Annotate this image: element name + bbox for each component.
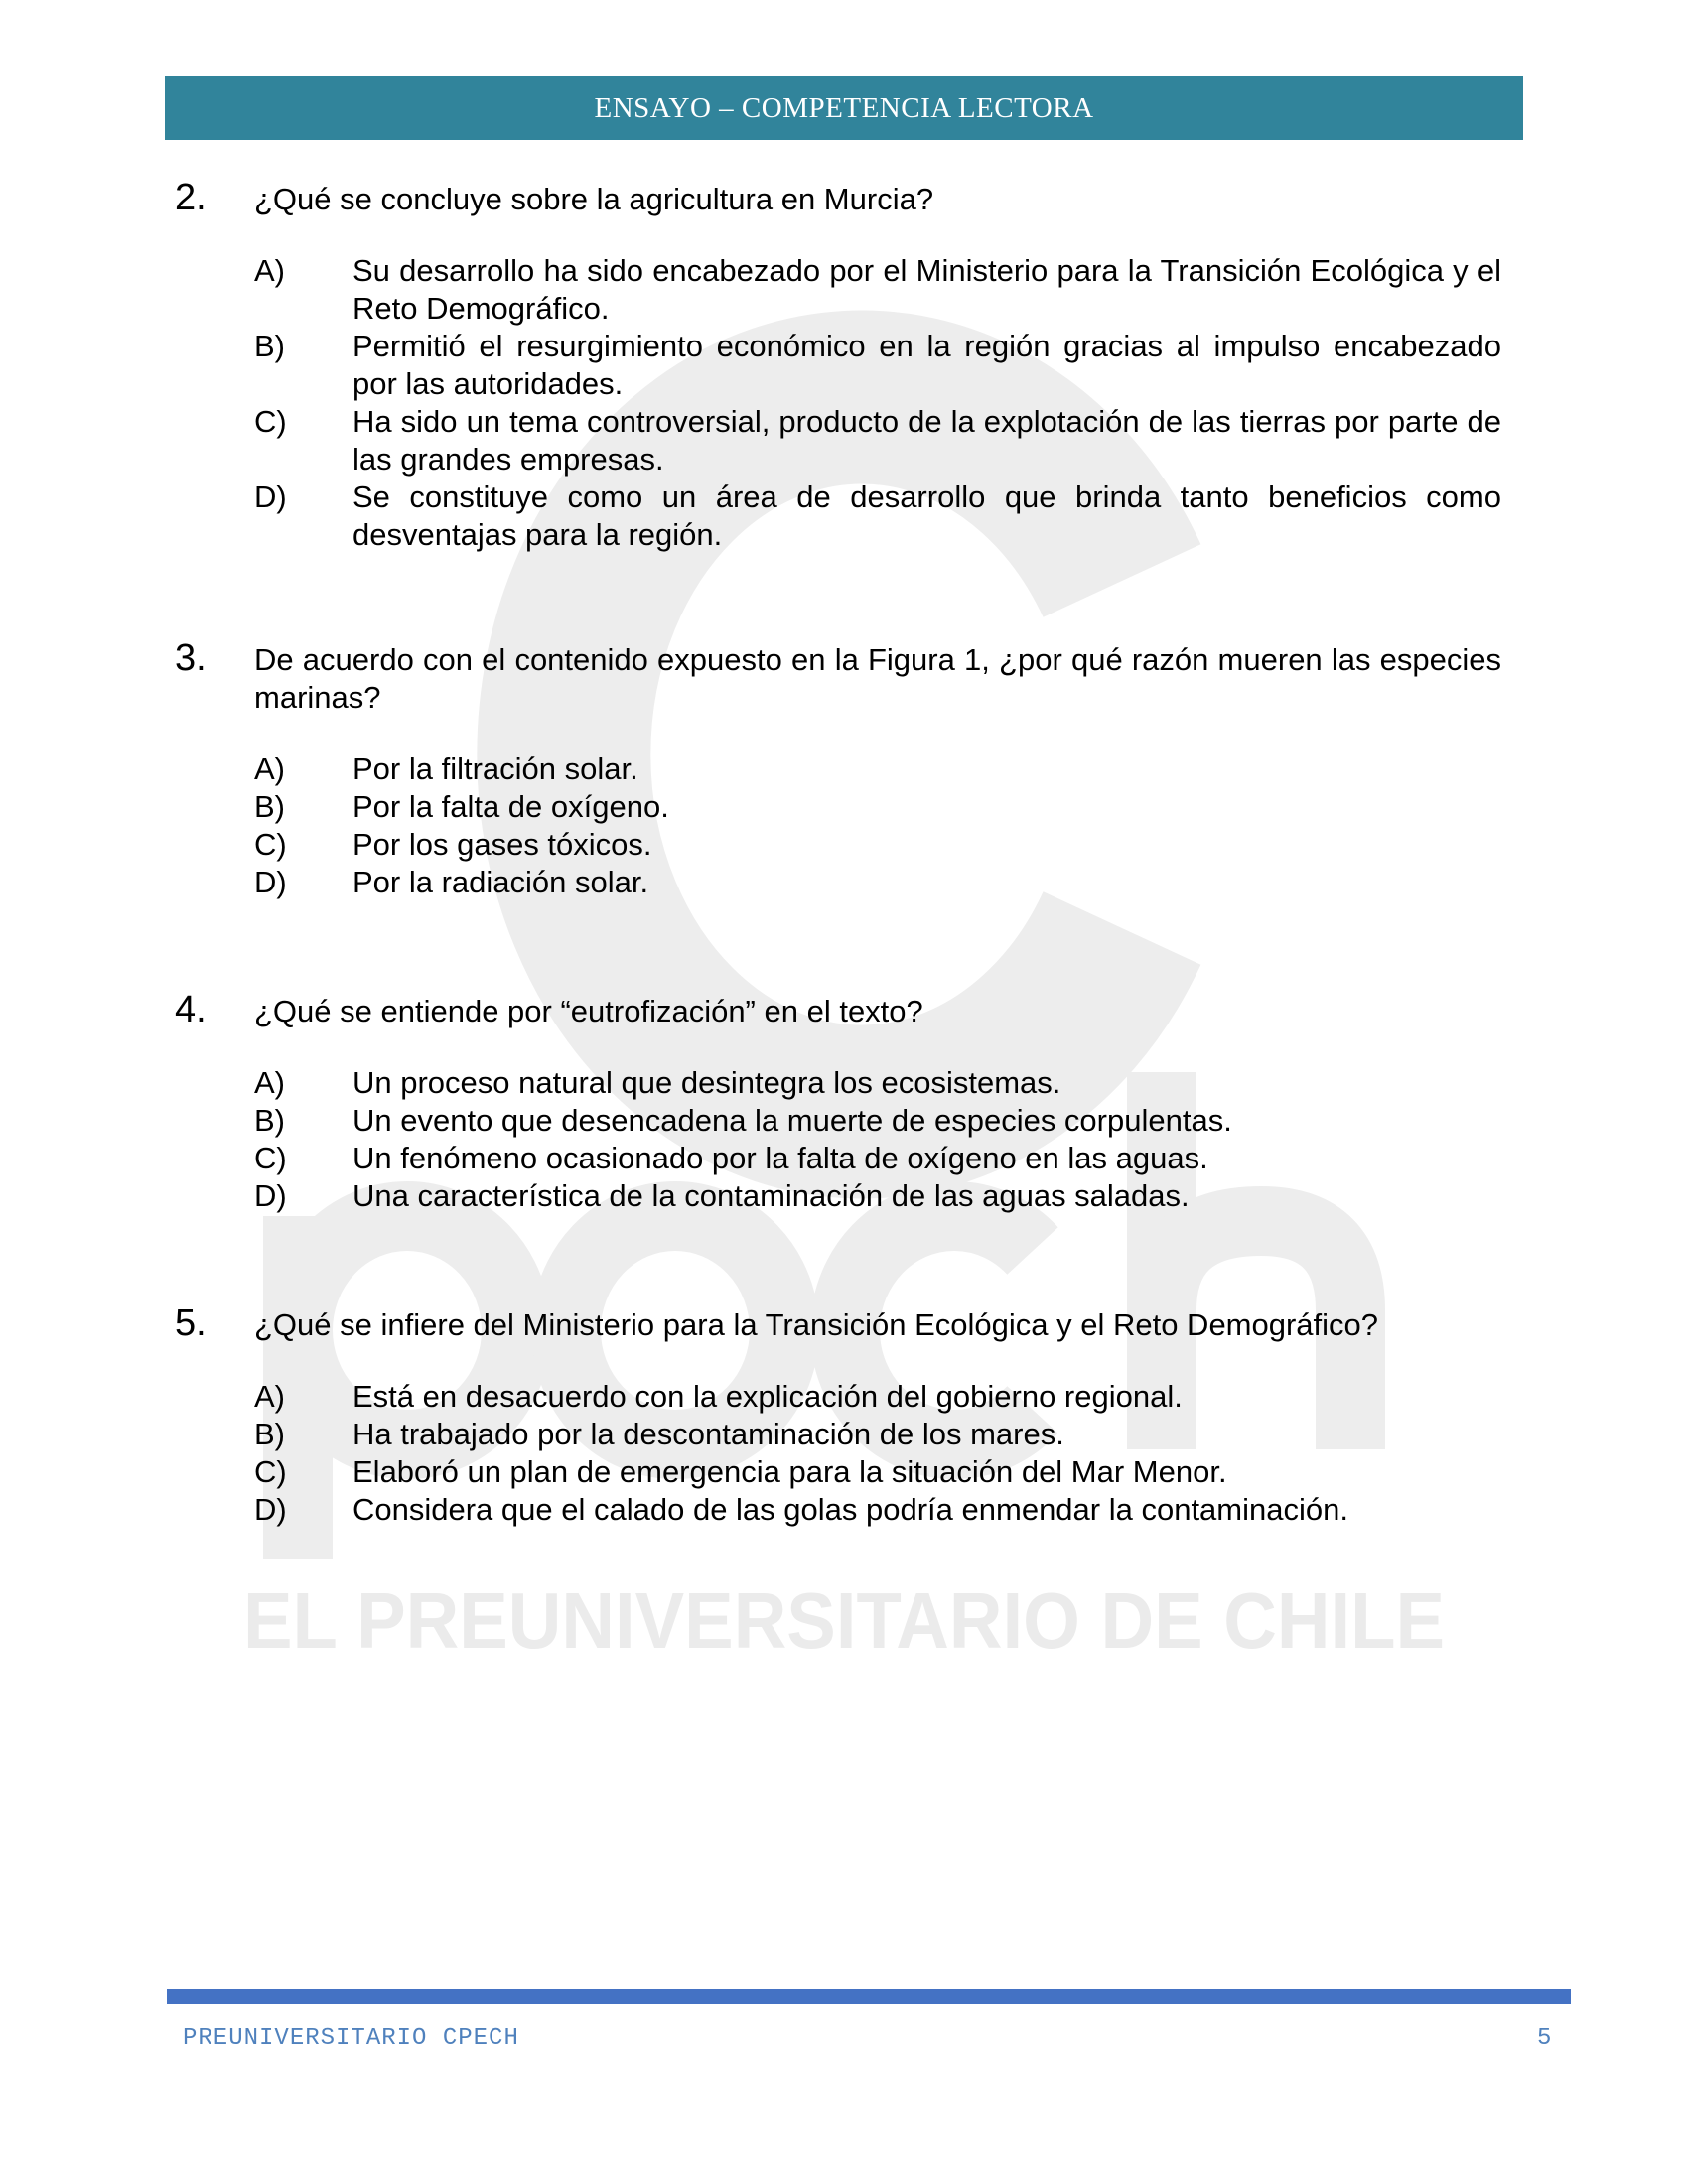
question-stem <box>175 177 1501 218</box>
options-list <box>254 751 1501 901</box>
option-c[interactable] <box>254 826 1501 864</box>
question-2 <box>175 177 1501 554</box>
option-b[interactable] <box>254 1102 1501 1140</box>
option-letter: A) <box>254 751 285 786</box>
question-text: ¿Qué se concluye sobre la agricultura en Murcia? <box>254 182 934 216</box>
option-letter: C) <box>254 1454 287 1489</box>
option-d[interactable] <box>254 1491 1501 1529</box>
option-letter: A) <box>254 1379 285 1414</box>
option-text: Una característica de la contaminación de las aguas saladas. <box>352 1178 1190 1213</box>
option-letter: C) <box>254 827 287 862</box>
option-letter: B) <box>254 329 285 363</box>
option-c[interactable] <box>254 1453 1501 1491</box>
option-d[interactable] <box>254 478 1501 554</box>
option-letter: A) <box>254 253 285 288</box>
option-text: Permitió el resurgimiento económico en la región gracias al impulso encabezado por las autoridades. <box>352 329 1501 401</box>
option-text: Por la falta de oxígeno. <box>352 789 669 824</box>
question-text: De acuerdo con el contenido expuesto en la Figura 1, ¿por qué razón mueren las especies marinas? <box>254 642 1501 715</box>
options-list <box>254 252 1501 554</box>
option-letter: D) <box>254 479 287 514</box>
option-text: Elaboró un plan de emergencia para la situación del Mar Menor. <box>352 1454 1227 1489</box>
option-text: Un fenómeno ocasionado por la falta de oxígeno en las aguas. <box>352 1141 1208 1175</box>
option-text: Su desarrollo ha sido encabezado por el Ministerio para la Transición Ecológica y el Reto Demográfico. <box>352 253 1501 326</box>
option-b[interactable] <box>254 1416 1501 1453</box>
option-text: Por la filtración solar. <box>352 751 638 786</box>
question-stem <box>175 989 1501 1030</box>
option-text: Ha trabajado por la descontaminación de los mares. <box>352 1417 1064 1451</box>
option-text: Considera que el calado de las golas podría enmendar la contaminación. <box>352 1492 1348 1527</box>
question-number: 3. <box>175 637 207 679</box>
option-letter: A) <box>254 1065 285 1100</box>
question-stem <box>175 1302 1501 1344</box>
question-3 <box>175 637 1501 901</box>
watermark-tagline: EL PREUNIVERSITARIO DE CHILE <box>243 1576 1445 1665</box>
question-5 <box>175 1302 1501 1529</box>
option-letter: B) <box>254 1417 285 1451</box>
option-letter: D) <box>254 865 287 899</box>
option-letter: D) <box>254 1178 287 1213</box>
option-text: Ha sido un tema controversial, producto de la explotación de las tierras por parte de las grandes empresas. <box>352 404 1501 477</box>
page-number: 5 <box>1537 2025 1552 2052</box>
option-a[interactable] <box>254 1064 1501 1102</box>
option-a[interactable] <box>254 252 1501 328</box>
option-letter: C) <box>254 404 287 439</box>
page-header <box>165 76 1523 140</box>
option-c[interactable] <box>254 1140 1501 1177</box>
question-4 <box>175 989 1501 1215</box>
footer-publisher: PREUNIVERSITARIO CPECH <box>183 2025 519 2052</box>
option-a[interactable] <box>254 1378 1501 1416</box>
option-c[interactable] <box>254 403 1501 478</box>
option-b[interactable] <box>254 788 1501 826</box>
option-text: Un proceso natural que desintegra los ecosistemas. <box>352 1065 1061 1100</box>
option-letter: D) <box>254 1492 287 1527</box>
option-text: Por los gases tóxicos. <box>352 827 652 862</box>
options-list <box>254 1378 1501 1529</box>
option-d[interactable] <box>254 864 1501 901</box>
option-text: Se constituye como un área de desarrollo que brinda tanto beneficios como desventajas para la región. <box>352 479 1501 552</box>
footer-divider <box>167 1989 1571 2004</box>
question-text: ¿Qué se entiende por “eutrofización” en el texto? <box>254 994 923 1028</box>
question-number: 2. <box>175 177 207 218</box>
option-text: Un evento que desencadena la muerte de especies corpulentas. <box>352 1103 1232 1138</box>
question-text: ¿Qué se infiere del Ministerio para la Transición Ecológica y el Reto Demográfico? <box>254 1307 1379 1342</box>
option-d[interactable] <box>254 1177 1501 1215</box>
option-letter: B) <box>254 1103 285 1138</box>
header-title: ENSAYO – COMPETENCIA LECTORA <box>594 91 1094 124</box>
question-number: 5. <box>175 1302 207 1344</box>
question-number: 4. <box>175 989 207 1030</box>
question-stem <box>175 637 1501 717</box>
option-text: Está en desacuerdo con la explicación del gobierno regional. <box>352 1379 1183 1414</box>
options-list <box>254 1064 1501 1215</box>
option-b[interactable] <box>254 328 1501 403</box>
option-a[interactable] <box>254 751 1501 788</box>
option-letter: C) <box>254 1141 287 1175</box>
option-text: Por la radiación solar. <box>352 865 649 899</box>
option-letter: B) <box>254 789 285 824</box>
